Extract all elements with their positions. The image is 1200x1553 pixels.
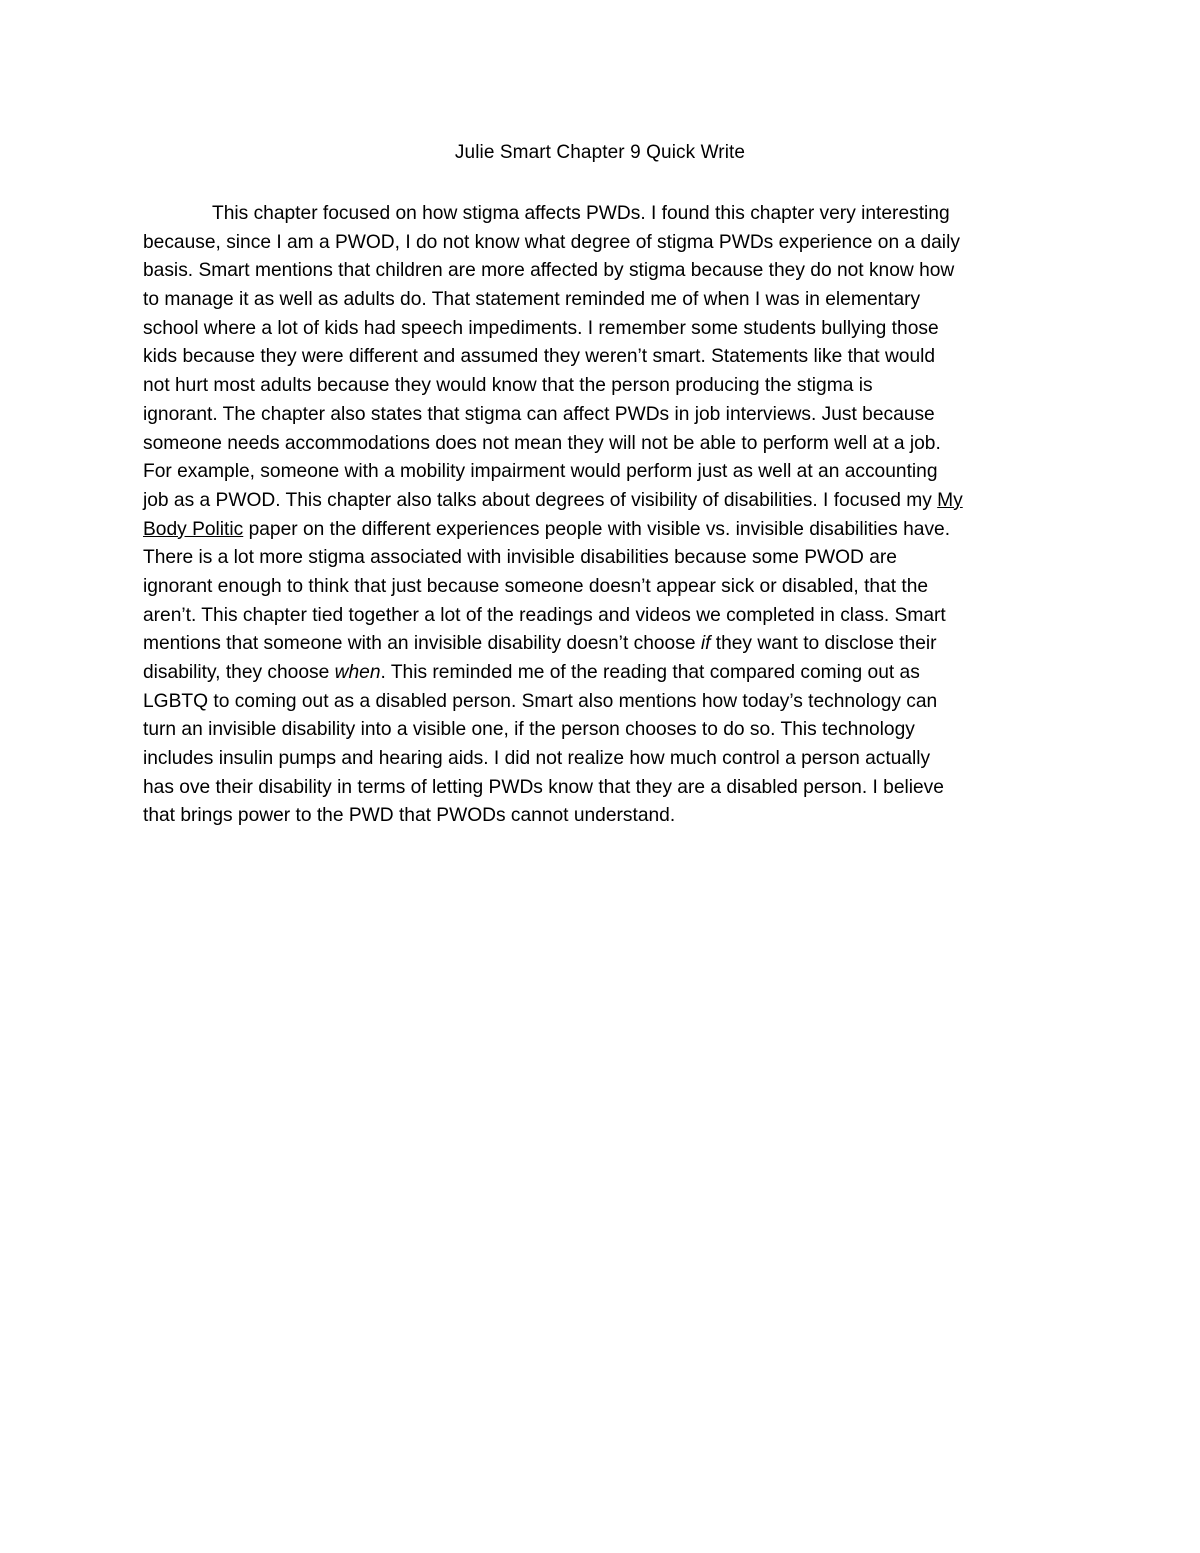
body-line <box>143 372 1063 401</box>
underlined-title-part: Body Politic <box>143 518 244 540</box>
line-text: For example, someone with a mobility impairment would perform just as well at an accounting <box>143 461 938 483</box>
body-line <box>143 774 1063 803</box>
body-line <box>143 716 1063 745</box>
document-body <box>143 200 1063 831</box>
line-text: disability, they choose <box>143 662 335 683</box>
line-text: LGBTQ to coming out as a disabled person. Smart also mentions how today’s technology can <box>143 690 938 712</box>
line-text: someone needs accommodations does not mean they will not be able to perform well at a job. <box>143 432 941 454</box>
line-text: not hurt most adults because they would know that the person producing the stigma is <box>143 375 873 397</box>
body-line <box>143 544 1063 573</box>
line-text: ignorant enough to think that just because someone doesn’t appear sick or disabled, that the <box>143 575 929 597</box>
body-line <box>143 200 1063 229</box>
line-text: ignorant. The chapter also states that stigma can affect PWDs in job interviews. Just because <box>143 403 935 425</box>
line-text: because, since I am a PWOD, I do not know what degree of stigma PWDs experience on a daily <box>143 231 960 253</box>
line-text: mentions that someone with an invisible disability doesn’t choose <box>143 633 701 655</box>
line-text: basis. Smart mentions that children are more affected by stigma because they do not know how <box>143 260 955 282</box>
document-title: Julie Smart Chapter 9 Quick Write <box>454 142 746 163</box>
body-line <box>143 802 1063 831</box>
line-text: . This reminded me of the reading that compared coming out as <box>380 662 920 683</box>
body-line <box>143 487 1063 516</box>
body-line <box>143 516 1063 545</box>
body-line <box>143 401 1063 430</box>
body-line <box>143 315 1063 344</box>
body-line <box>143 573 1063 602</box>
body-line <box>143 430 1063 459</box>
body-line <box>143 745 1063 774</box>
line-text: has ove their disability in terms of letting PWDs know that they are a disabled person. I believe <box>143 776 944 798</box>
line-text: job as a PWOD. This chapter also talks about degrees of visibility of disabilities. I focused my <box>143 489 938 511</box>
body-line <box>143 659 1063 688</box>
body-line <box>143 257 1063 286</box>
body-line <box>143 286 1063 315</box>
line-text: includes insulin pumps and hearing aids. I did not realize how much control a person actually <box>143 748 931 770</box>
body-line <box>143 602 1063 631</box>
body-line <box>143 688 1063 717</box>
italic-word: when <box>334 662 381 683</box>
underlined-title-part: My <box>937 489 963 511</box>
line-text: kids because they were different and assumed they weren’t smart. Statements like that would <box>143 346 936 368</box>
line-text: paper on the different experiences people with visible vs. invisible disabilities have. <box>243 518 951 540</box>
line-text: This chapter focused on how stigma affects PWDs. I found this chapter very interesting <box>212 203 950 224</box>
body-line <box>143 458 1063 487</box>
line-text: they want to disclose their <box>710 633 937 655</box>
line-text: school where a lot of kids had speech impediments. I remember some students bullying those <box>143 317 939 339</box>
line-text: aren’t. This chapter tied together a lot of the readings and videos we completed in class. Smart <box>143 604 946 626</box>
body-line <box>143 630 1063 659</box>
line-text: turn an invisible disability into a visible one, if the person chooses to do so. This technology <box>143 719 915 741</box>
line-text: that brings power to the PWD that PWODs cannot understand. <box>143 805 676 827</box>
body-line <box>143 343 1063 372</box>
italic-word: if <box>700 633 711 655</box>
line-text: There is a lot more stigma associated with invisible disabilities because some PWOD are <box>143 547 897 569</box>
body-line <box>143 229 1063 258</box>
line-text: to manage it as well as adults do. That statement reminded me of when I was in elementary <box>143 289 921 311</box>
